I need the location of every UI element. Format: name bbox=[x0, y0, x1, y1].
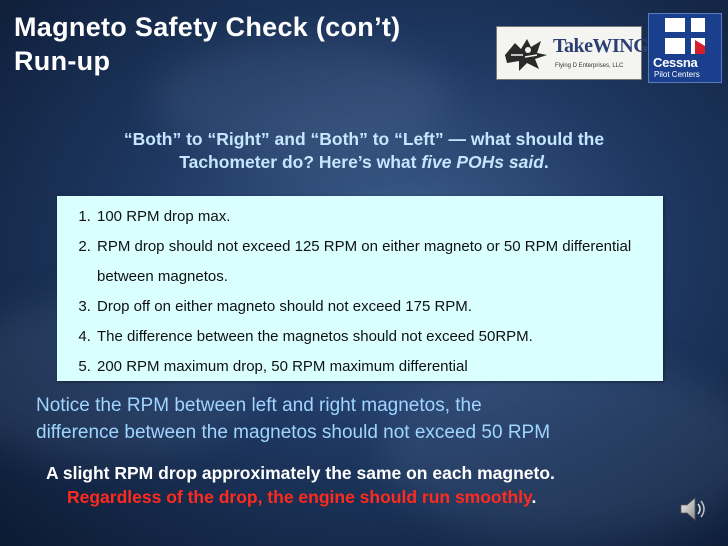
list-item: 3. Drop off on either magneto should not exceed 175 RPM. bbox=[95, 292, 653, 322]
question-suffix: . bbox=[543, 152, 549, 172]
question-line-2 bbox=[30, 151, 698, 174]
poh-list bbox=[57, 196, 663, 381]
list-item: 4. The difference between the magnetos should not exceed 50RPM. bbox=[95, 322, 653, 352]
regardless-warning: Regardless of the drop, the engine should run smoothly bbox=[67, 487, 532, 507]
bird-logo-icon bbox=[501, 33, 551, 75]
question-text bbox=[30, 128, 698, 174]
takewing-name: TakeWING bbox=[553, 35, 649, 57]
question-emphasis: five POHs said bbox=[421, 152, 544, 172]
regardless-period: . bbox=[531, 487, 537, 507]
slide-title bbox=[14, 10, 400, 78]
list-item: 1. 100 RPM drop max. bbox=[95, 202, 653, 232]
speaker-icon[interactable] bbox=[678, 495, 708, 523]
title-line-2: Run-up bbox=[14, 46, 111, 76]
background-cloud bbox=[380, 360, 728, 540]
question-prefix: Tachometer do? Here’s what bbox=[179, 152, 422, 172]
notice-text bbox=[36, 392, 716, 446]
cessna-name: Cessna bbox=[653, 55, 698, 70]
poh-list-box bbox=[57, 196, 663, 381]
title-line-1: Magneto Safety Check (con’t) bbox=[14, 12, 401, 42]
takewing-logo bbox=[496, 26, 649, 80]
takewing-subtitle: Flying D Enterprises, LLC bbox=[555, 63, 624, 69]
slight-drop-text: A slight RPM drop approximately the same on each magneto. bbox=[46, 463, 555, 483]
cessna-subtitle: Pilot Centers bbox=[654, 70, 700, 79]
notice-line-2: difference between the magnetos should not exceed 50 RPM bbox=[36, 422, 551, 443]
cessna-emblem-icon bbox=[665, 18, 705, 54]
notice-line-1: Notice the RPM between left and right magnetos, the bbox=[36, 395, 482, 416]
list-item: 2. RPM drop should not exceed 125 RPM on either magneto or 50 RPM differential between magnetos. bbox=[95, 232, 653, 292]
list-item: 5. 200 RPM maximum drop, 50 RPM maximum differential bbox=[95, 352, 653, 381]
cessna-logo bbox=[648, 13, 722, 83]
question-line-1: “Both” to “Right” and “Both” to “Left” — what should the bbox=[123, 129, 605, 149]
regardless-text bbox=[67, 485, 536, 509]
